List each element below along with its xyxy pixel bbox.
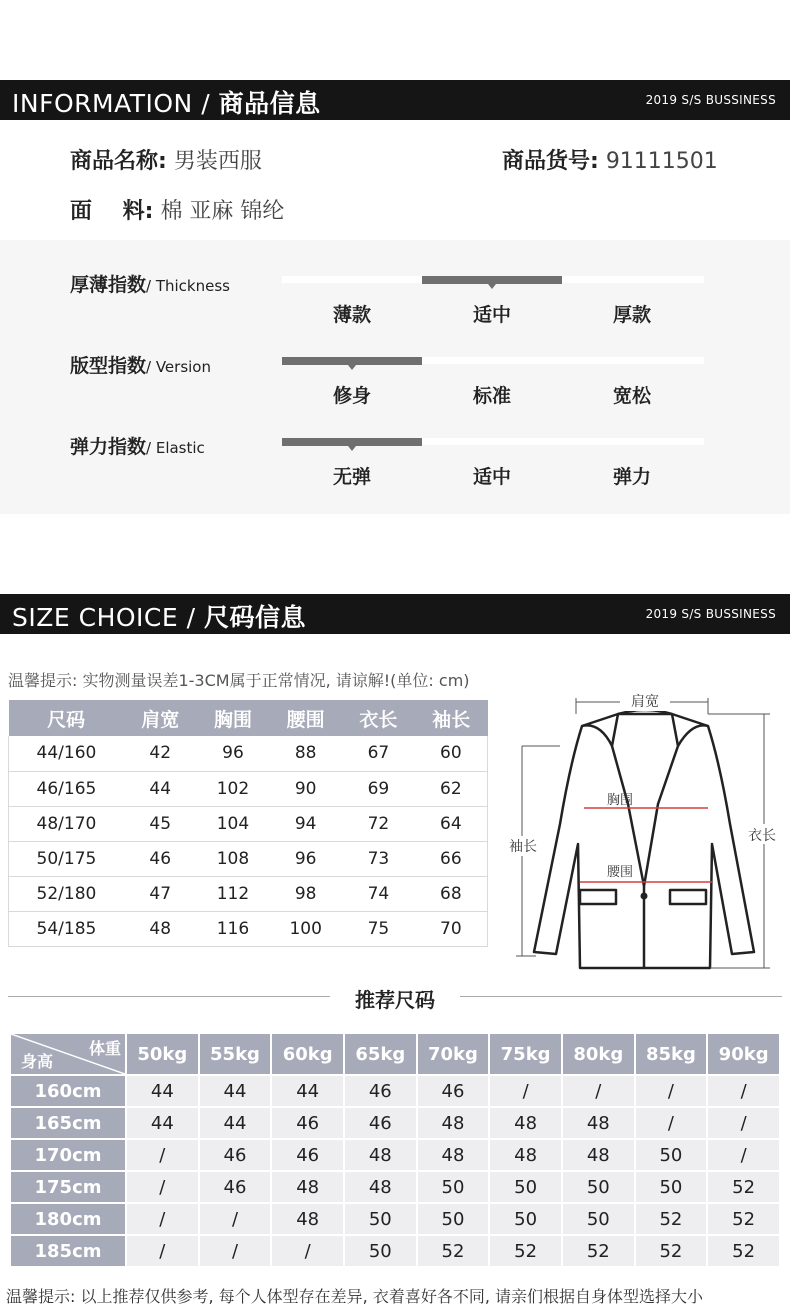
recommend-title: 推荐尺码 xyxy=(355,988,435,1012)
index-track xyxy=(282,357,704,364)
recommend-cell: 48 xyxy=(418,1108,489,1138)
recommend-cell: 48 xyxy=(272,1204,343,1234)
size-header-cell: 袖长 xyxy=(415,700,488,736)
recommend-cell: 48 xyxy=(345,1172,416,1202)
recommend-cell: 46 xyxy=(272,1140,343,1170)
recommend-cell: 52 xyxy=(418,1236,489,1266)
divider-right xyxy=(460,996,782,997)
recommend-cell: / xyxy=(272,1236,343,1266)
fabric-value: 棉 亚麻 锦纶 xyxy=(160,199,285,224)
recommend-cell: 46 xyxy=(345,1108,416,1138)
recommend-cell: 44 xyxy=(200,1108,271,1138)
size-row xyxy=(9,806,488,841)
recommend-row xyxy=(11,1172,779,1202)
recommend-cell: 46 xyxy=(200,1172,271,1202)
weight-header: 体重 xyxy=(88,1039,121,1058)
size-cell: 47 xyxy=(124,876,197,911)
size-cell: 88 xyxy=(269,736,342,771)
recommend-cell: 50 xyxy=(418,1204,489,1234)
jacket-button xyxy=(641,893,648,900)
size-cell: 62 xyxy=(415,771,488,806)
recommend-cell: 48 xyxy=(490,1108,561,1138)
weight-cell: 50kg xyxy=(127,1034,198,1074)
weight-cell: 85kg xyxy=(636,1034,707,1074)
size-header-cell: 尺码 xyxy=(9,700,124,736)
size-cell: 66 xyxy=(415,841,488,876)
weight-cell: 55kg xyxy=(200,1034,271,1074)
recommend-cell: 48 xyxy=(345,1140,416,1170)
recommend-cell: / xyxy=(636,1108,707,1138)
weight-cell: 75kg xyxy=(490,1034,561,1074)
recommend-cell: / xyxy=(563,1076,634,1106)
height-cell: 165cm xyxy=(11,1108,125,1138)
size-row xyxy=(9,876,488,911)
size-cell: 98 xyxy=(269,876,342,911)
size-cell: 108 xyxy=(197,841,270,876)
recommend-cell: / xyxy=(708,1140,779,1170)
shoulder-label: 肩宽 xyxy=(631,694,659,710)
recommend-cell: / xyxy=(490,1076,561,1106)
height-header: 身高 xyxy=(21,1052,54,1071)
size-cell: 44 xyxy=(124,771,197,806)
size-cell: 48/170 xyxy=(9,806,124,841)
size-cell: 52/180 xyxy=(9,876,124,911)
recommend-cell: / xyxy=(636,1076,707,1106)
recommend-cell: 44 xyxy=(127,1076,198,1106)
size-cell: 70 xyxy=(415,911,488,946)
size-choice-banner xyxy=(0,594,790,634)
height-cell: 180cm xyxy=(11,1204,125,1234)
index-label: 版型指数/ Version xyxy=(70,355,211,377)
recommend-cell: / xyxy=(200,1236,271,1266)
information-subtitle: 2019 S/S BUSSINESS xyxy=(645,93,776,107)
size-table xyxy=(8,700,488,947)
index-option: 标准 xyxy=(472,385,511,407)
recommend-cell: 50 xyxy=(563,1172,634,1202)
size-choice-title: SIZE CHOICE / 尺码信息 xyxy=(12,603,307,632)
recommend-cell: 48 xyxy=(563,1140,634,1170)
size-cell: 69 xyxy=(342,771,415,806)
waist-label: 腰围 xyxy=(606,865,634,880)
recommend-cell: 50 xyxy=(563,1204,634,1234)
size-cell: 72 xyxy=(342,806,415,841)
size-row xyxy=(9,771,488,806)
recommend-cell: 52 xyxy=(636,1236,707,1266)
size-cell: 67 xyxy=(342,736,415,771)
recommend-cell: 50 xyxy=(345,1236,416,1266)
weight-cell: 60kg xyxy=(272,1034,343,1074)
recommend-row xyxy=(11,1140,779,1170)
recommend-cell: 50 xyxy=(490,1172,561,1202)
recommend-cell: 50 xyxy=(636,1172,707,1202)
weight-cell: 65kg xyxy=(345,1034,416,1074)
size-row xyxy=(9,911,488,946)
index-indicator xyxy=(422,276,562,284)
index-option: 薄款 xyxy=(332,304,371,326)
recommend-cell: 46 xyxy=(272,1108,343,1138)
length-label: 衣长 xyxy=(748,828,776,844)
recommend-cell: 50 xyxy=(490,1204,561,1234)
fabric-row xyxy=(70,194,284,225)
product-code-label: 商品货号: xyxy=(502,149,599,174)
recommend-cell: / xyxy=(127,1140,198,1170)
product-code-row xyxy=(502,144,718,175)
footer-note: 温馨提示: 以上推荐仅供参考, 每个人体型存在差异, 衣着喜好各不同, 请亲们根据自身体型选择大小 xyxy=(6,1287,703,1306)
product-code-value: 91111501 xyxy=(605,149,718,174)
recommend-cell: 44 xyxy=(127,1108,198,1138)
size-cell: 44/160 xyxy=(9,736,124,771)
recommend-row xyxy=(11,1204,779,1234)
recommend-cell: 46 xyxy=(200,1140,271,1170)
size-choice-subtitle: 2019 S/S BUSSINESS xyxy=(645,607,776,621)
recommend-cell: 48 xyxy=(418,1140,489,1170)
recommend-cell: 44 xyxy=(272,1076,343,1106)
recommend-cell: 52 xyxy=(563,1236,634,1266)
recommend-cell: / xyxy=(127,1204,198,1234)
recommend-cell: 44 xyxy=(200,1076,271,1106)
recommend-cell: 48 xyxy=(272,1172,343,1202)
recommend-cell: 52 xyxy=(636,1204,707,1234)
size-header-cell: 胸围 xyxy=(197,700,270,736)
size-cell: 102 xyxy=(197,771,270,806)
size-cell: 68 xyxy=(415,876,488,911)
recommend-cell: / xyxy=(127,1236,198,1266)
size-cell: 104 xyxy=(197,806,270,841)
recommend-cell: / xyxy=(708,1076,779,1106)
index-track xyxy=(282,438,704,445)
size-cell: 45 xyxy=(124,806,197,841)
recommend-cell: / xyxy=(200,1204,271,1234)
index-indicator xyxy=(282,438,422,446)
size-header-cell: 衣长 xyxy=(342,700,415,736)
height-cell: 185cm xyxy=(11,1236,125,1266)
right-lapel xyxy=(644,714,678,886)
recommend-cell: 48 xyxy=(563,1108,634,1138)
weight-cell: 90kg xyxy=(708,1034,779,1074)
size-cell: 48 xyxy=(124,911,197,946)
recommend-row xyxy=(11,1076,779,1106)
size-cell: 46/165 xyxy=(9,771,124,806)
recommend-cell: 52 xyxy=(708,1172,779,1202)
recommend-cell: 52 xyxy=(708,1204,779,1234)
size-row xyxy=(9,736,488,771)
recommend-cell: 50 xyxy=(418,1172,489,1202)
size-cell: 50/175 xyxy=(9,841,124,876)
product-name-label: 商品名称: xyxy=(70,149,167,174)
index-label: 厚薄指数/ Thickness xyxy=(70,274,230,296)
size-header-cell: 肩宽 xyxy=(124,700,197,736)
size-cell: 94 xyxy=(269,806,342,841)
recommend-cell: 52 xyxy=(708,1236,779,1266)
product-name-row xyxy=(70,144,262,175)
jacket-diagram xyxy=(500,684,790,974)
recommend-cell: / xyxy=(708,1108,779,1138)
size-cell: 116 xyxy=(197,911,270,946)
recommend-cell: / xyxy=(127,1172,198,1202)
size-cell: 74 xyxy=(342,876,415,911)
index-track xyxy=(282,276,704,283)
size-note: 温馨提示: 实物测量误差1-3CM属于正常情况, 请谅解!(单位: cm) xyxy=(8,671,470,690)
recommend-row xyxy=(11,1108,779,1138)
size-cell: 42 xyxy=(124,736,197,771)
recommend-cell: 52 xyxy=(490,1236,561,1266)
sleeve-label: 袖长 xyxy=(509,839,537,855)
size-header-cell: 腰围 xyxy=(269,700,342,736)
index-option: 弹力 xyxy=(612,466,651,488)
product-name-value: 男装西服 xyxy=(173,149,262,174)
information-banner xyxy=(0,80,790,120)
size-row xyxy=(9,841,488,876)
height-cell: 160cm xyxy=(11,1076,125,1106)
information-title: INFORMATION / 商品信息 xyxy=(12,89,321,118)
size-cell: 60 xyxy=(415,736,488,771)
chest-label: 胸围 xyxy=(606,793,634,808)
index-option: 适中 xyxy=(472,304,511,326)
fabric-label: 面 料: xyxy=(70,199,154,224)
index-indicator xyxy=(282,357,422,365)
size-cell: 90 xyxy=(269,771,342,806)
index-option: 适中 xyxy=(472,466,511,488)
size-cell: 73 xyxy=(342,841,415,876)
height-cell: 170cm xyxy=(11,1140,125,1170)
height-cell: 175cm xyxy=(11,1172,125,1202)
recommend-row xyxy=(11,1236,779,1266)
recommend-cell: 50 xyxy=(636,1140,707,1170)
recommend-cell: 46 xyxy=(345,1076,416,1106)
size-cell: 112 xyxy=(197,876,270,911)
index-option: 修身 xyxy=(332,385,371,407)
corner-cell xyxy=(11,1034,125,1074)
index-option: 厚款 xyxy=(612,304,651,326)
recommend-table xyxy=(9,1032,781,1268)
size-cell: 100 xyxy=(269,911,342,946)
size-cell: 96 xyxy=(269,841,342,876)
size-cell: 64 xyxy=(415,806,488,841)
recommend-cell: 46 xyxy=(418,1076,489,1106)
size-cell: 75 xyxy=(342,911,415,946)
recommend-cell: 50 xyxy=(345,1204,416,1234)
index-label: 弹力指数/ Elastic xyxy=(70,436,205,458)
weight-cell: 80kg xyxy=(563,1034,634,1074)
size-cell: 46 xyxy=(124,841,197,876)
weight-cell: 70kg xyxy=(418,1034,489,1074)
size-cell: 96 xyxy=(197,736,270,771)
size-cell: 54/185 xyxy=(9,911,124,946)
index-option: 宽松 xyxy=(612,385,651,407)
recommend-cell: 48 xyxy=(490,1140,561,1170)
divider-left xyxy=(8,996,330,997)
index-option: 无弹 xyxy=(332,466,371,488)
